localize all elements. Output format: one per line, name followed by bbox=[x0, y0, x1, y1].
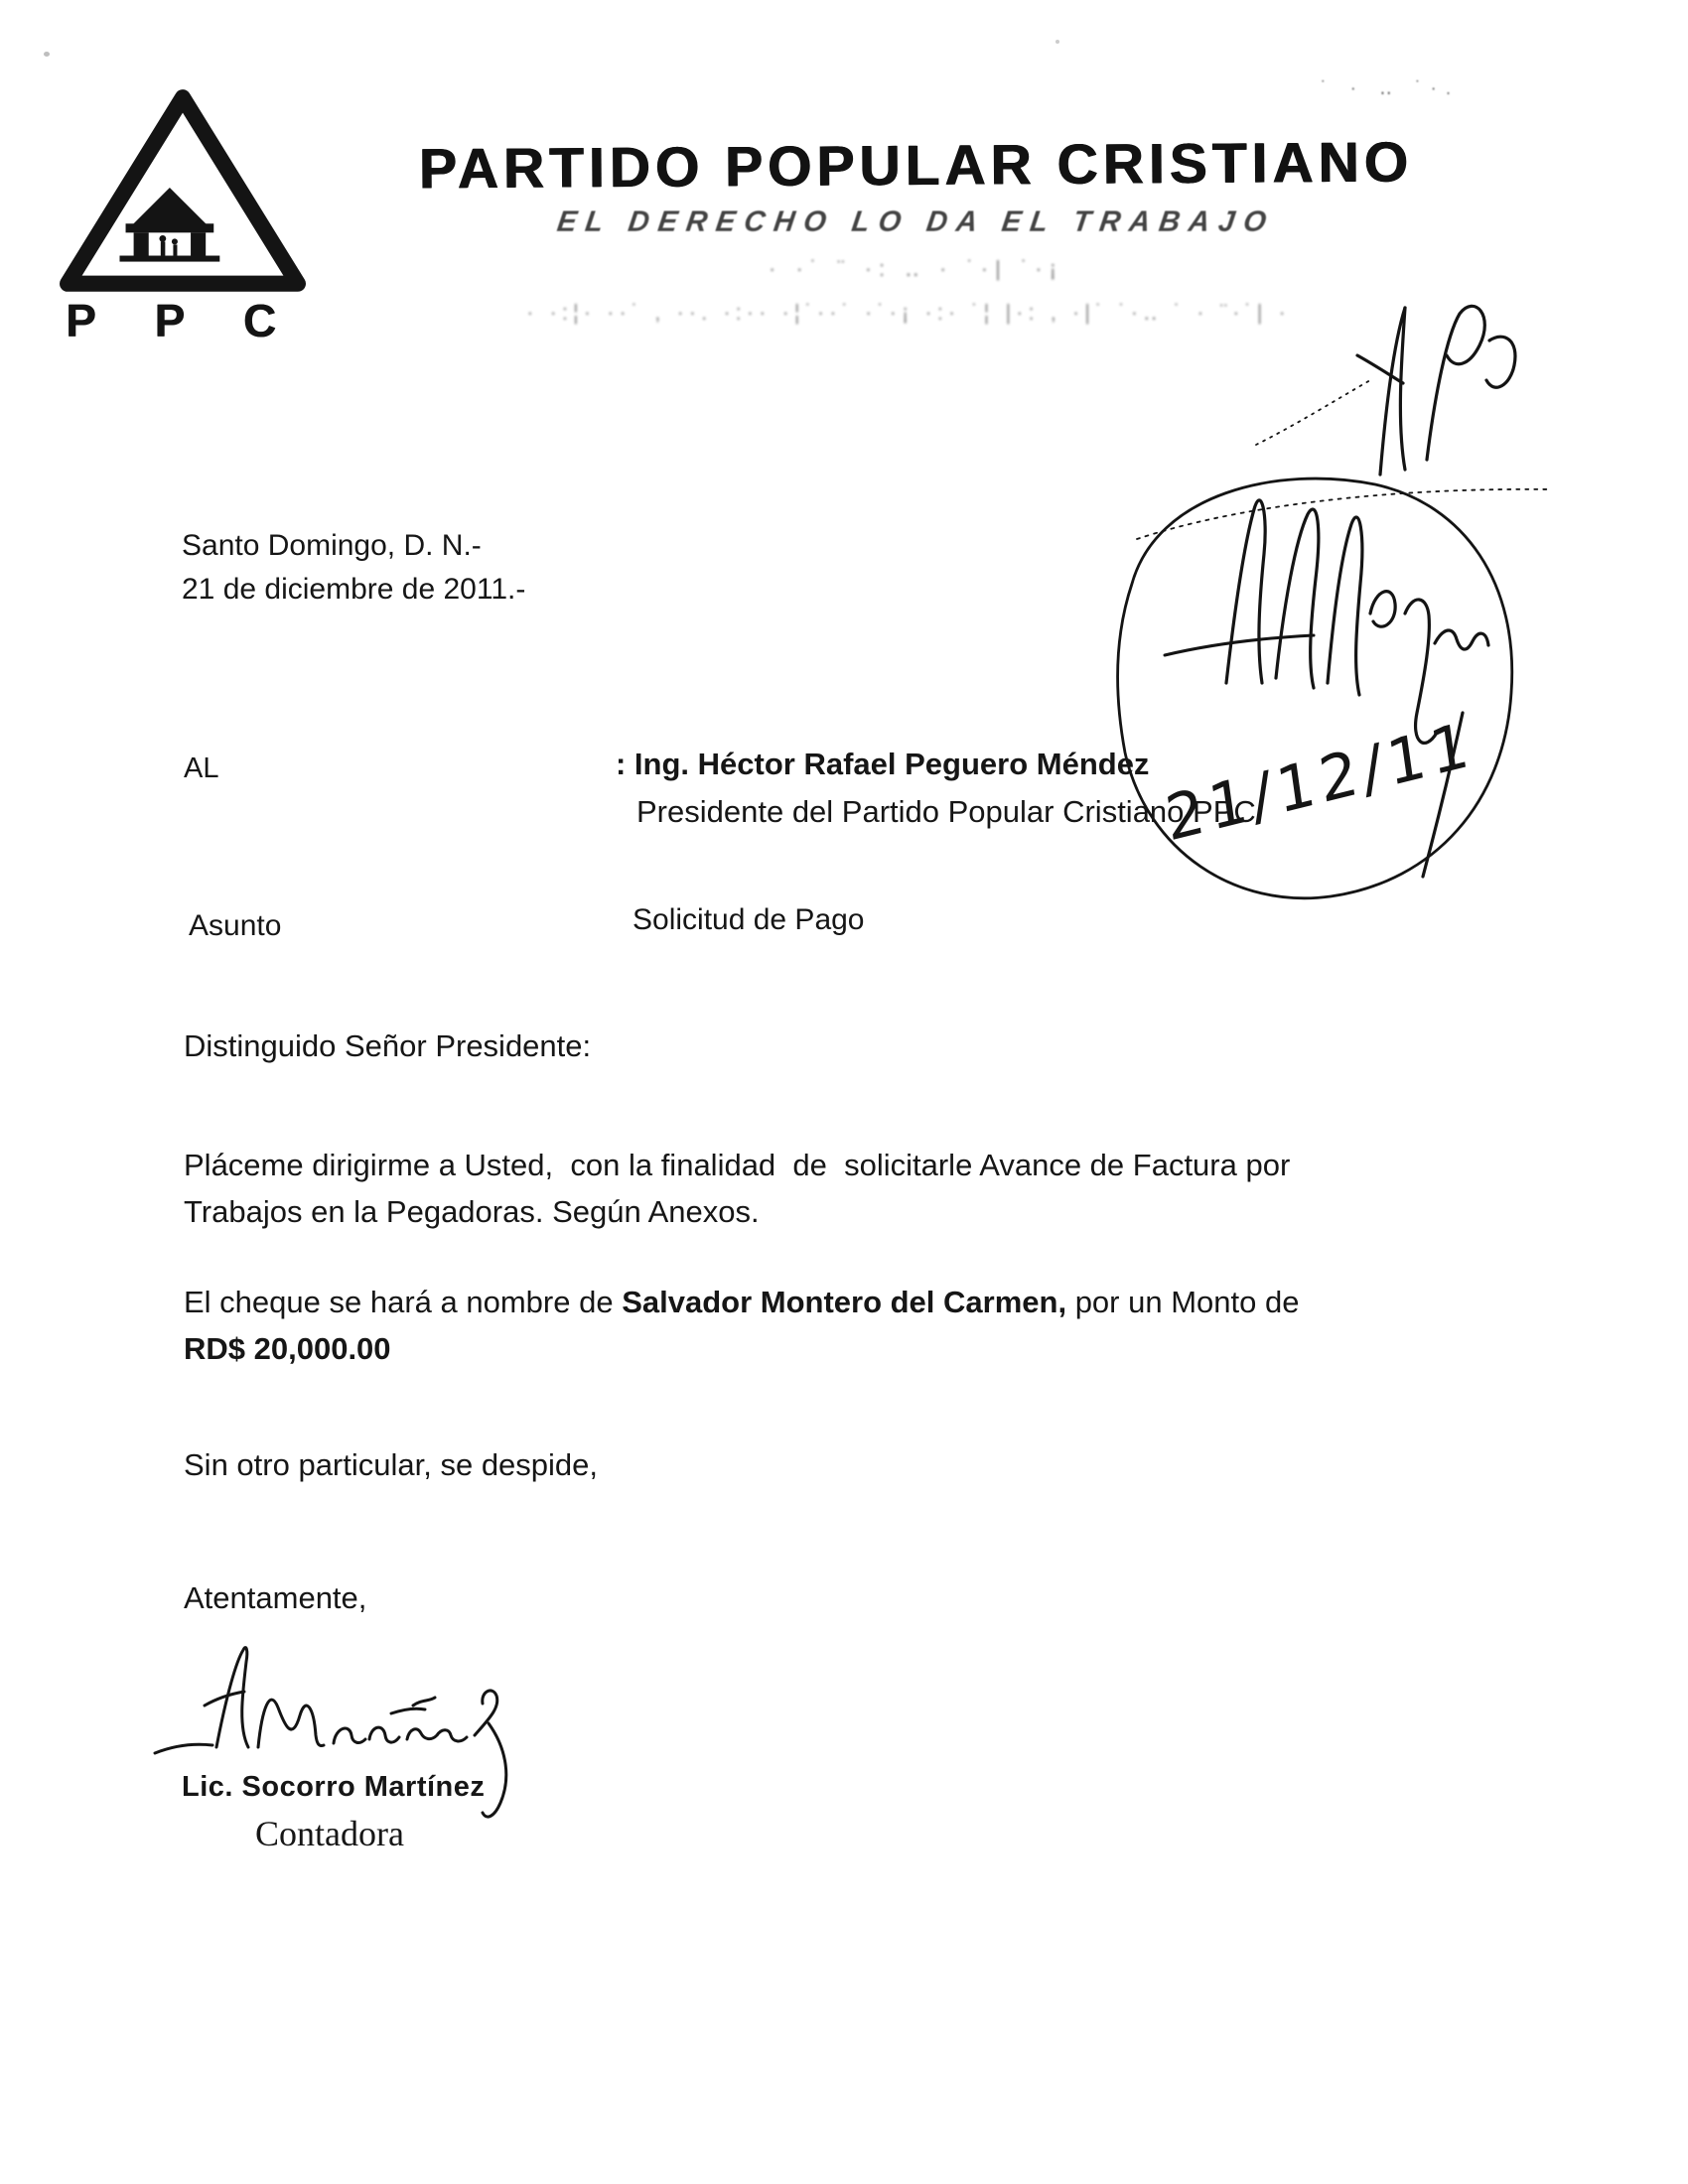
scan-speck bbox=[44, 52, 50, 57]
payee-name: Salvador Montero del Carmen, bbox=[622, 1285, 1067, 1319]
paragraph-1-line-1: Pláceme dirigirme a Usted, con la finalidad de solicitarle Avance de Factura por bbox=[184, 1148, 1291, 1182]
ppc-letter: P bbox=[154, 295, 186, 346]
dateline bbox=[182, 524, 525, 612]
paragraph-1 bbox=[184, 1142, 1494, 1235]
handwritten-date: 21/12/11 bbox=[1161, 707, 1478, 856]
scan-speck bbox=[1055, 40, 1059, 44]
org-tagline: EL DERECHO LO DA EL TRABAJO bbox=[555, 206, 1278, 238]
dateline-date: 21 de diciembre de 2011.- bbox=[182, 573, 526, 606]
subject-label: Asunto bbox=[189, 909, 282, 942]
dateline-city: Santo Domingo, D. N.- bbox=[182, 529, 482, 562]
paragraph-1-line-2: Trabajos en la Pegadoras. Según Anexos. bbox=[184, 1194, 760, 1229]
ppc-triangle-house-icon bbox=[58, 87, 308, 293]
recipient-title: Presidente del Partido Popular Cristiano PPC bbox=[636, 794, 1256, 829]
signatory-title: Contadora bbox=[255, 1814, 404, 1853]
recipient-block bbox=[616, 741, 1256, 836]
valediction: Atentamente, bbox=[184, 1580, 367, 1615]
ppc-letter: P bbox=[66, 295, 96, 346]
closing-line: Sin otro particular, se despide, bbox=[184, 1447, 599, 1482]
ppc-acronym bbox=[66, 295, 276, 346]
paragraph-2 bbox=[184, 1279, 1494, 1372]
org-name: PARTIDO POPULAR CRISTIANO bbox=[418, 130, 1414, 202]
paragraph-2-line-1 bbox=[184, 1279, 1494, 1325]
cheque-text-pre: El cheque se hará a nombre de bbox=[184, 1285, 623, 1319]
ppc-letter: C bbox=[242, 295, 276, 346]
handwritten-approval-annotation bbox=[1077, 286, 1554, 941]
illegible-letterhead-line: · ·˙ ¨ ·: ‥ · ˙·| ˙·¡ bbox=[769, 256, 1063, 281]
scan-speckle-text: ˙ · ‥ ˙·. bbox=[1321, 78, 1461, 99]
recipient-name: : Ing. Héctor Rafael Peguero Méndez bbox=[616, 747, 1150, 781]
signatory-name: Lic. Socorro Martínez bbox=[182, 1771, 486, 1803]
cheque-text-post: por un Monto de bbox=[1066, 1285, 1300, 1319]
subject-value: Solicitud de Pago bbox=[633, 903, 865, 936]
recipient-label: AL bbox=[184, 752, 219, 784]
illegible-address-line: · ·:¦· ··˙ , ··. ·:·· ·¦˙··˙ ·˙·¡ ·:· ˙¦ |·: , ·|˙ ˙·‥ ˙ · ¨·˙| · bbox=[526, 300, 1291, 325]
payment-amount: RD$ 20,000.00 bbox=[184, 1331, 391, 1366]
house-icon bbox=[119, 188, 219, 262]
salutation: Distinguido Señor Presidente: bbox=[184, 1028, 592, 1063]
